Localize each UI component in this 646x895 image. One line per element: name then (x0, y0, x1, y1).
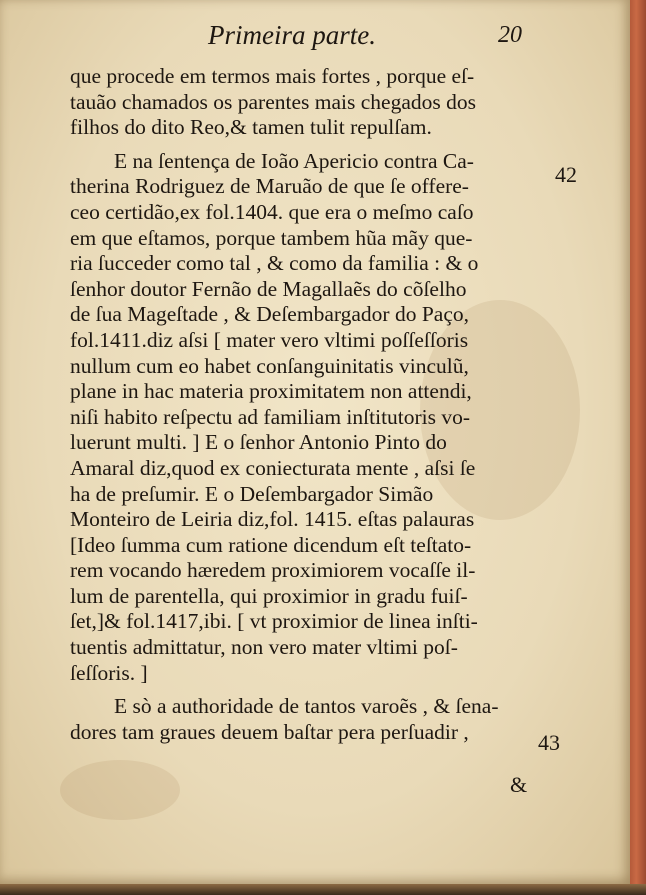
text-line: rem vocando hæredem proximiorem vocaſſe il- (70, 558, 476, 583)
paragraph-3 (70, 694, 532, 745)
margin-note-43: 43 (538, 730, 560, 755)
text-line: que procede em termos mais fortes , porque eſ- (70, 64, 475, 88)
text-line: lum de parentella, qui proximior in gradu fuiſ- (70, 583, 468, 608)
text-line: ſet,]& fol.1417,ibi. [ vt proximior de linea inſti- (70, 609, 478, 634)
text-line: filhos do dito Reo,& tamen tulit repulſam. (70, 115, 432, 140)
text-line: E sò a authoridade de tantos varoẽs , & ſena- (114, 694, 499, 719)
text-line: therina Rodriguez de Maruão de que ſe offere- (70, 174, 469, 199)
text-line: ſenhor doutor Fernão de Magallaẽs do cõſelho (70, 276, 467, 301)
catchword: & (510, 772, 528, 797)
page-edge (630, 0, 646, 895)
text-line: nullum cum eo habet conſanguinitatis vinculũ, (70, 353, 469, 378)
text-line: ha de preſumir. E o Deſembargador Simão (70, 481, 434, 506)
text-line: ceo certidão,ex fol.1404. que era o meſmo caſo (70, 199, 474, 224)
paragraph-2 (70, 149, 532, 686)
text-line: ſeſſoris. ] (70, 660, 148, 685)
text-line: Amaral diz,quod ex coniecturata mente , aſsi ſe (70, 455, 476, 480)
text-line: dores tam graues deuem baſtar pera perſuadir , (70, 719, 469, 744)
folio-number: 20 (498, 22, 522, 48)
text-line: plane in hac materia proximitatem non attendi, (70, 379, 472, 404)
text-line: fol.1411.diz aſsi [ mater vero vltimi poſſeſſoris (70, 327, 469, 352)
text-line: tauão chamados os parentes mais chegados dos (70, 89, 476, 114)
text-line: em que eſtamos, porque tambem hũa mãy que- (70, 225, 473, 250)
text-line: [Ideo ſumma cum ratione dicendum eſt teſtato- (70, 532, 472, 557)
page-header (196, 18, 556, 54)
page-bottom-edge (0, 884, 646, 895)
text-line: de ſua Mageſtade , & Deſembargador do Paço, (70, 302, 470, 327)
text-line: ria ſucceder como tal , & como da familia : & o (70, 251, 479, 276)
running-title: Primeira parte. (208, 20, 376, 50)
text-line: E na ſentença de Ioão Apericio contra Ca- (114, 148, 474, 173)
text-line: Monteiro de Leiria diz,fol. 1415. eſtas palauras (70, 507, 475, 532)
text-line: tuentis admittatur, non vero mater vltimi poſ- (70, 635, 458, 660)
text-line: niſi habito reſpectu ad familiam inſtitutoris vo- (70, 404, 471, 429)
paragraph-1 (70, 64, 532, 141)
body-text (70, 64, 532, 745)
text-line: luerunt multi. ] E o ſenhor Antonio Pinto do (70, 430, 447, 455)
paper-stain (60, 760, 180, 820)
margin-note-42: 42 (555, 162, 577, 187)
